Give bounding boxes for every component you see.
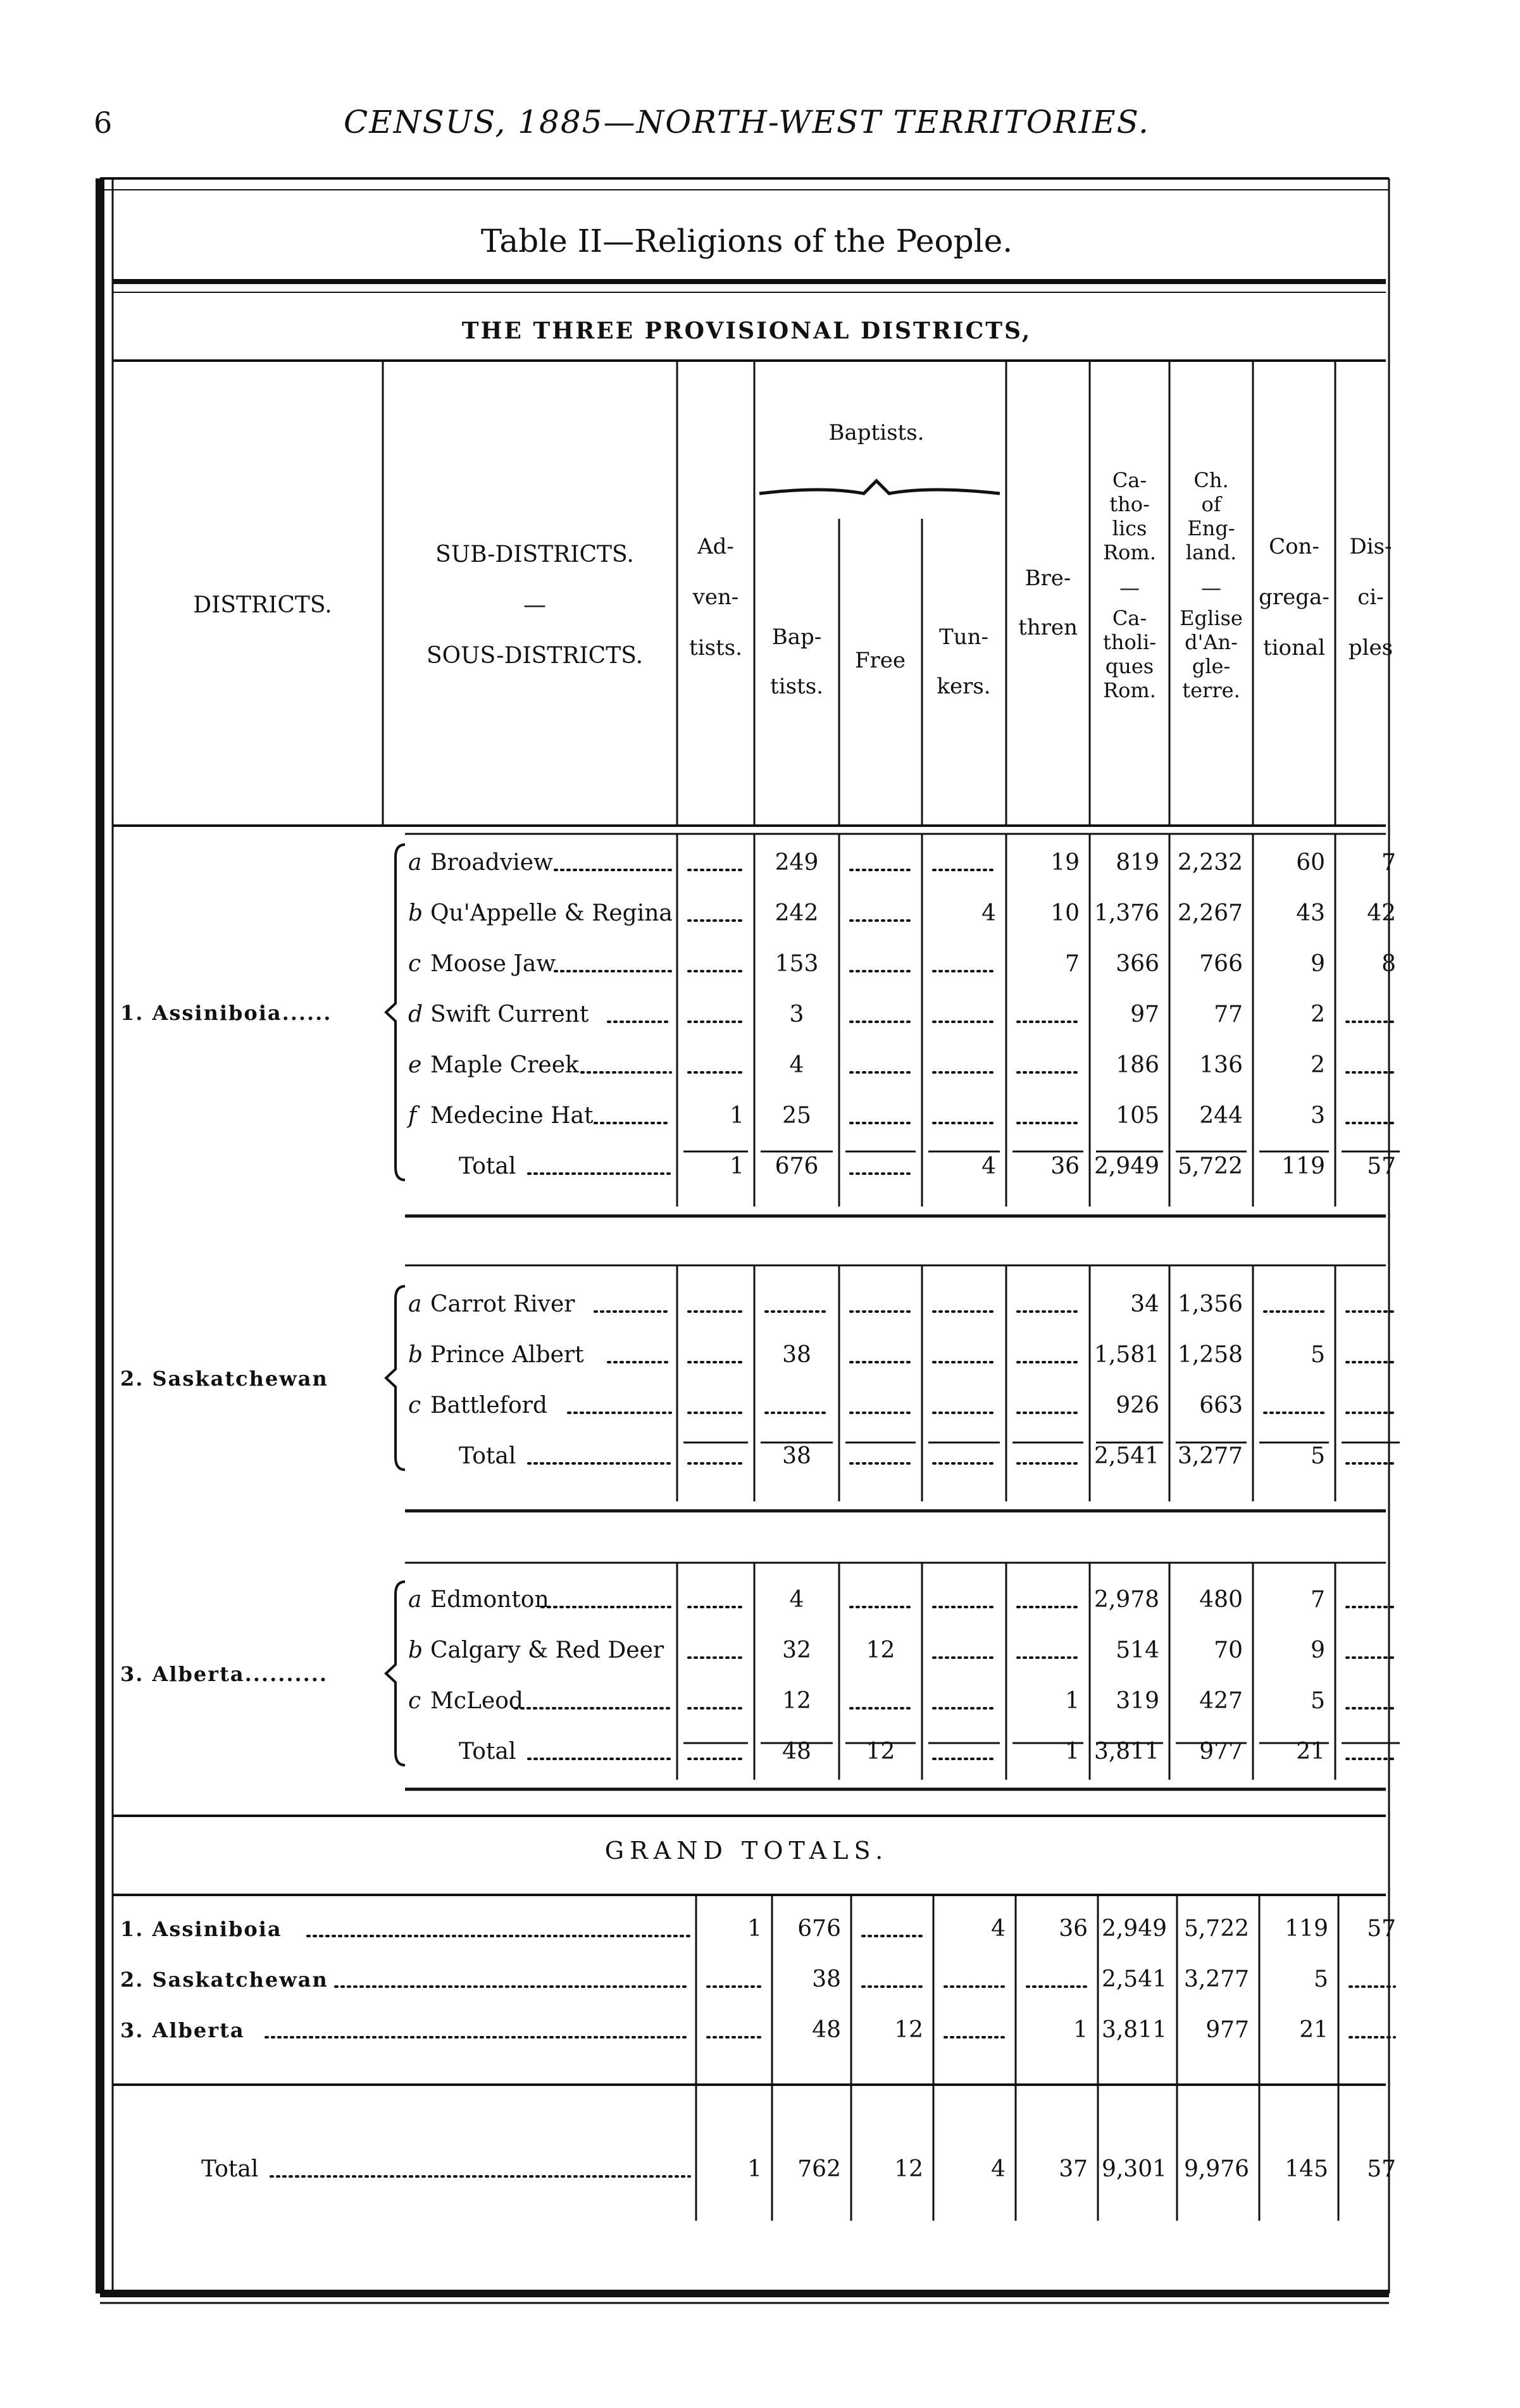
cell-value: 5 [1314,1966,1328,1992]
cell-value: 2,949 [1101,1916,1167,1942]
total-label: Total [459,1739,516,1765]
cell-value: 242 [775,900,819,926]
header-districts: DISTRICTS. [193,592,332,618]
cell-value: 37 [1059,2156,1088,2182]
sub-district-name: Battleford [430,1393,547,1418]
header-sub-districts: SUB-DISTRICTS. [435,542,634,568]
header-catholics: tho- [1109,492,1150,516]
cell-value: 249 [775,850,819,876]
cell-value: 70 [1214,1637,1243,1663]
cell-value: 48 [812,2017,841,2043]
cell-value: 9 [1311,1637,1325,1663]
cell-value: 366 [1116,951,1159,977]
header-church-england: Ch. [1193,468,1229,492]
cell-value: 12 [894,2017,923,2043]
cell-value: 36 [1050,1153,1080,1179]
cell-value: 2 [1311,1052,1325,1078]
cell-value: 4 [981,900,996,926]
sub-district-name: Carrot River [430,1291,575,1317]
total-label: Total [459,1153,516,1179]
cell-value: 2,267 [1177,900,1243,926]
cell-value: 1 [1065,1688,1080,1714]
cell-value: 319 [1116,1688,1159,1714]
cell-value: 3,811 [1093,1739,1159,1765]
header-brethren: thren [1018,615,1078,640]
cell-value: 3,811 [1101,2017,1167,2043]
cell-value: 77 [1214,1002,1243,1027]
sub-district-name: Prince Albert [430,1342,584,1368]
table-subtitle: THE THREE PROVISIONAL DISTRICTS, [461,318,1032,344]
header-church-england: land. [1185,540,1237,564]
header-catholics: ques [1105,654,1154,678]
cell-value: 153 [775,951,819,977]
grand-row-name: 3. Alberta [120,2018,245,2042]
header-congregational: grega- [1259,585,1330,610]
cell-value: 766 [1199,951,1243,977]
cell-value: 480 [1199,1587,1243,1613]
header-congregational: tional [1262,635,1326,661]
cell-value: 819 [1116,850,1159,876]
cell-value: 34 [1130,1291,1159,1317]
grand-row-name: 1. Assiniboia [120,1917,282,1941]
cell-value: 12 [866,1739,895,1765]
cell-value: 1 [747,1916,762,1942]
district-name: 3. Alberta.......... [120,1662,328,1686]
cell-value: 2,978 [1093,1587,1159,1613]
header-tunkers: kers. [937,674,991,699]
cell-value: 9,976 [1183,2156,1249,2182]
header-disciples: Dis- [1349,534,1392,559]
cell-value: 12 [894,2156,923,2182]
cell-value: 427 [1199,1688,1243,1714]
header-catholics: Ca- [1112,606,1147,630]
header-catholics: tholi- [1102,630,1157,654]
cell-value: 926 [1116,1393,1159,1418]
cell-value: 1,356 [1177,1291,1243,1317]
cell-value: 43 [1296,900,1325,926]
sub-district-name: Moose Jaw [430,951,556,977]
cell-value: 7 [1381,850,1396,876]
cell-value: 4 [981,1153,996,1179]
header-church-england: d'An- [1185,630,1238,654]
cell-value: 57 [1367,1916,1396,1942]
header-church-england: Eng- [1187,516,1235,540]
cell-value: 38 [782,1342,811,1368]
header-church-england: — [1201,576,1221,600]
sub-district-letter: e [408,1052,422,1078]
table-text [94,104,1396,2182]
baptists-brace [759,481,1000,493]
sub-district-letter: f [408,1103,417,1129]
cell-value: 12 [866,1637,895,1663]
sub-district-name: McLeod [430,1688,523,1714]
cell-value: 3,277 [1183,1966,1249,1992]
cell-value: 1,581 [1093,1342,1159,1368]
cell-value: 1 [730,1103,744,1129]
header-church-england: gle- [1192,654,1231,678]
header-adventists: ven- [692,585,739,610]
header-adventists: tists. [689,635,742,661]
cell-value: 186 [1116,1052,1159,1078]
cell-value: 1,376 [1093,900,1159,926]
grand-total-label: Total [201,2156,259,2182]
sub-district-letter: a [408,1291,422,1317]
sub-district-letter: d [408,1002,423,1027]
cell-value: 514 [1116,1637,1159,1663]
cell-value: 5,722 [1177,1153,1243,1179]
cell-value: 2 [1311,1002,1325,1027]
cell-value: 3 [1311,1103,1325,1129]
header-baptists: Bap- [771,624,822,650]
sub-district-name: Medecine Hat [430,1103,594,1129]
cell-value: 977 [1199,1739,1243,1765]
cell-value: 3 [789,1002,804,1027]
cell-value: 38 [782,1443,811,1469]
cell-value: 10 [1050,900,1080,926]
sub-district-name: Maple Creek [430,1052,579,1078]
header-congregational: Con- [1269,534,1319,559]
header-disciples: ples [1348,635,1393,661]
cell-value: 1,258 [1177,1342,1243,1368]
sub-district-letter: b [408,900,423,926]
cell-value: 4 [789,1587,804,1613]
header-catholics: Rom. [1103,540,1156,564]
cell-value: 145 [1285,2156,1328,2182]
cell-value: 5 [1311,1688,1325,1714]
sub-district-letter: c [408,1688,421,1714]
cell-value: 2,232 [1177,850,1243,876]
header-church-england: of [1201,492,1221,516]
district-brace [386,1286,405,1470]
sub-district-letter: a [408,1587,422,1613]
cell-value: 32 [782,1637,811,1663]
cell-value: 4 [789,1052,804,1078]
cell-value: 7 [1065,951,1080,977]
cell-value: 38 [812,1966,841,1992]
district-name: 1. Assiniboia...... [120,1001,332,1025]
cell-value: 2,541 [1093,1443,1159,1469]
grand-totals-heading: GRAND TOTALS. [604,1837,889,1865]
cell-value: 1 [730,1153,744,1179]
cell-value: 676 [775,1153,819,1179]
header-catholics: Ca- [1112,468,1147,492]
cell-value: 21 [1299,2017,1328,2043]
sub-district-name: Swift Current [430,1002,589,1027]
sub-district-name: Edmonton [430,1587,549,1613]
cell-value: 119 [1281,1153,1325,1179]
cell-value: 57 [1367,1153,1396,1179]
cell-value: 36 [1059,1916,1088,1942]
cell-value: 1 [1073,2017,1088,2043]
cell-value: 5,722 [1183,1916,1249,1942]
cell-value: 136 [1199,1052,1243,1078]
cell-value: 1 [747,2156,762,2182]
sub-district-name: Calgary & Red Deer [430,1637,664,1663]
cell-value: 97 [1130,1002,1159,1027]
header-catholics: lics [1112,516,1147,540]
header-catholics: — [1119,576,1140,600]
cell-value: 7 [1311,1587,1325,1613]
sub-district-letter: c [408,951,421,977]
header-church-england: terre. [1182,678,1240,702]
cell-value: 9,301 [1101,2156,1167,2182]
sub-district-letter: b [408,1342,423,1368]
header-disciples: ci- [1357,585,1384,610]
cell-value: 762 [797,2156,841,2182]
cell-value: 663 [1199,1393,1243,1418]
district-brace [386,1582,405,1765]
cell-value: 4 [991,2156,1006,2182]
cell-value: 57 [1367,2156,1396,2182]
sub-district-letter: c [408,1393,421,1418]
header-tunkers: Tun- [939,624,988,650]
sub-district-name: Qu'Appelle & Regina [430,900,673,926]
running-title: CENSUS, 1885—NORTH-WEST TERRITORIES. [344,104,1150,140]
cell-value: 244 [1199,1103,1243,1129]
header-sous-districts: SOUS-DISTRICTS. [426,643,644,669]
header-brethren: Bre- [1025,566,1071,591]
header-free: Free [854,648,906,673]
cell-value: 42 [1367,900,1396,926]
sub-district-letter: a [408,850,422,876]
cell-value: 676 [797,1916,841,1942]
cell-value: 48 [782,1739,811,1765]
cell-value: 60 [1296,850,1325,876]
grand-row-name: 2. Saskatchewan [120,1968,328,1992]
district-name: 2. Saskatchewan [120,1367,328,1391]
sub-district-letter: b [408,1637,423,1663]
cell-value: 8 [1381,951,1396,977]
total-label: Total [459,1443,516,1469]
cell-value: 105 [1116,1103,1159,1129]
cell-value: 21 [1296,1739,1325,1765]
cell-value: 25 [782,1103,811,1129]
table-title: Table II—Religions of the People. [480,223,1013,259]
cell-value: 3,277 [1177,1443,1243,1469]
district-brace [386,845,405,1180]
cell-value: 119 [1285,1916,1328,1942]
cell-value: 5 [1311,1342,1325,1368]
cell-value: 1 [1065,1739,1080,1765]
cell-value: 2,541 [1101,1966,1167,1992]
cell-value: 19 [1050,850,1080,876]
cell-value: 4 [991,1916,1006,1942]
page-number: 6 [94,106,113,140]
cell-value: 977 [1205,2017,1249,2043]
header-sub-dash: — [523,592,546,618]
header-baptists: tists. [770,674,823,699]
cell-value: 12 [782,1688,811,1714]
header-adventists: Ad- [697,534,734,559]
sub-district-name: Broadview [430,850,553,876]
cell-value: 9 [1311,951,1325,977]
header-catholics: Rom. [1103,678,1156,702]
header-baptists-group: Baptists. [828,420,925,445]
cell-value: 2,949 [1093,1153,1159,1179]
header-church-england: Eglise [1180,606,1243,630]
cell-value: 5 [1311,1443,1325,1469]
